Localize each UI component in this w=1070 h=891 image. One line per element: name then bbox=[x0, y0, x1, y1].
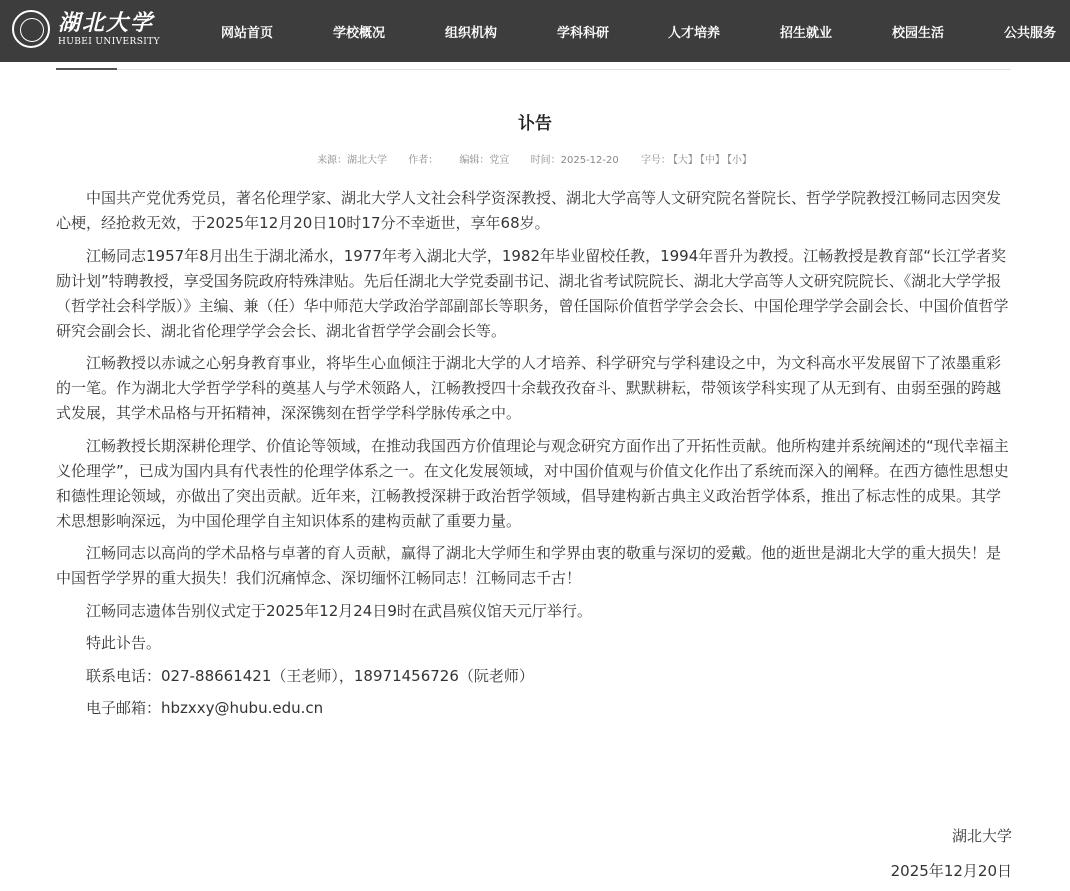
nav-item-campus-life[interactable]: 校园生活 bbox=[892, 26, 945, 41]
article-paragraph: 江畅教授以赤诚之心躬身教育事业，将毕生心血倾注于湖北大学的人才培养、科学研究与学科建设之中，为文科高水平发展留下了浓墨重彩的一笔。作为湖北大学哲学学科的奠基人与学术领路人，江畅教授四十余载孜孜奋斗、默默耕耘，带领该学科实现了从无到有、由弱至强的跨越式发展，其学术品格与开拓精神，深深镌刻在哲学学科学脉传承之中。 bbox=[56, 354, 1002, 422]
meta-editor: 编辑：党宣 bbox=[459, 155, 510, 166]
contact-email: 电子邮箱：hbzxxy@hubu.edu.cn bbox=[86, 699, 324, 717]
nav-item-organization[interactable]: 组织机构 bbox=[445, 26, 498, 41]
article-paragraph: 中国共产党优秀党员，著名伦理学家、湖北大学人文社会科学资深教授、湖北大学高等人文研究院名誉院长、哲学学院教授江畅同志因突发心梗，经抢救无效，于2025年12月20日10时17分不幸逝世，享年68岁。 bbox=[56, 189, 1002, 232]
article-paragraph: 江畅同志1957年8月出生于湖北浠水，1977年考入湖北大学，1982年毕业留校任教，1994年晋升为教授。江畅教授是教育部“长江学者奖励计划”特聘教授，享受国务院政府特殊津贴。先后任湖北大学党委副书记、湖北省考试院院长、湖北大学高等人文研究院院长、《湖北大学学报（哲学社会科学版）》主编、兼（任）华中师范大学政治学部副部长等职务，曾任国际价值哲学学会会长、中国伦理学学会副会长、中国价值哲学研究会副会长、湖北省伦理学学会会长、湖北省哲学学会副会长等。 bbox=[56, 246, 1009, 340]
article-meta bbox=[0, 151, 1070, 166]
nav-item-admission[interactable]: 招生就业 bbox=[780, 26, 833, 41]
nav-item-research[interactable]: 学科科研 bbox=[557, 26, 610, 41]
logo-chinese-name: 湖北大学 bbox=[58, 10, 155, 36]
fontsize-label: 字号： bbox=[640, 155, 671, 166]
contact-phone: 联系电话：027-88661421（王老师），18971456726（阮老师） bbox=[86, 666, 534, 685]
article-paragraph: 特此讣告。 bbox=[86, 634, 162, 652]
article-paragraph: 江畅同志遗体告别仪式定于2025年12月24日9时在武昌殡仪馆天元厅举行。 bbox=[86, 601, 592, 620]
divider-accent bbox=[56, 68, 117, 70]
article-title: 讣告 bbox=[518, 114, 552, 134]
content-divider bbox=[56, 69, 1011, 70]
meta-source: 来源：湖北大学 bbox=[317, 155, 388, 166]
meta-time: 时间：2025-12-20 bbox=[530, 155, 619, 166]
signature-date: 2025年12月20日 bbox=[890, 862, 1012, 880]
logo-english-name: HUBEI UNIVERSITY bbox=[58, 37, 160, 47]
nav-item-about[interactable]: 学校概况 bbox=[333, 26, 386, 41]
meta-author: 作者： bbox=[408, 155, 439, 166]
top-navigation-bar bbox=[0, 0, 1070, 62]
fontsize-large-button[interactable]: 【大】 bbox=[672, 155, 698, 166]
article-paragraph: 江畅同志以高尚的学术品格与卓著的育人贡献，赢得了湖北大学师生和学界由衷的敬重与深切的爱戴。他的逝世是湖北大学的重大损失！是中国哲学学界的重大损失！我们沉痛悼念、深切缅怀江畅同志！江畅同志千古！ bbox=[56, 544, 1002, 587]
university-seal-icon bbox=[12, 10, 50, 48]
university-logo[interactable] bbox=[12, 10, 162, 52]
nav-item-home[interactable]: 网站首页 bbox=[221, 26, 274, 41]
fontsize-small-button[interactable]: 【小】 bbox=[726, 155, 752, 166]
main-nav bbox=[194, 0, 1070, 62]
fontsize-medium-button[interactable]: 【中】 bbox=[699, 155, 725, 166]
nav-item-public-services[interactable]: 公共服务 bbox=[1004, 26, 1057, 41]
signature-organization: 湖北大学 bbox=[951, 827, 1012, 845]
nav-item-education[interactable]: 人才培养 bbox=[668, 26, 721, 41]
article-paragraph: 江畅教授长期深耕伦理学、价值论等领域，在推动我国西方价值理论与观念研究方面作出了开拓性贡献。他所构建并系统阐述的“现代幸福主义伦理学”，已成为国内具有代表性的伦理学体系之一。在文化发展领域，对中国价值观与价值文化作出了系统而深入的阐释。在西方德性思想史和德性理论领域，亦做出了突出贡献。近年来，江畅教授深耕于政治哲学领域，倡导建构新古典主义政治哲学体系，推出了标志性的成果。其学术思想影响深远，为中国伦理学自主知识体系的建构贡献了重要力量。 bbox=[56, 436, 1009, 530]
article-body bbox=[56, 186, 1012, 729]
meta-fontsize bbox=[640, 155, 753, 166]
